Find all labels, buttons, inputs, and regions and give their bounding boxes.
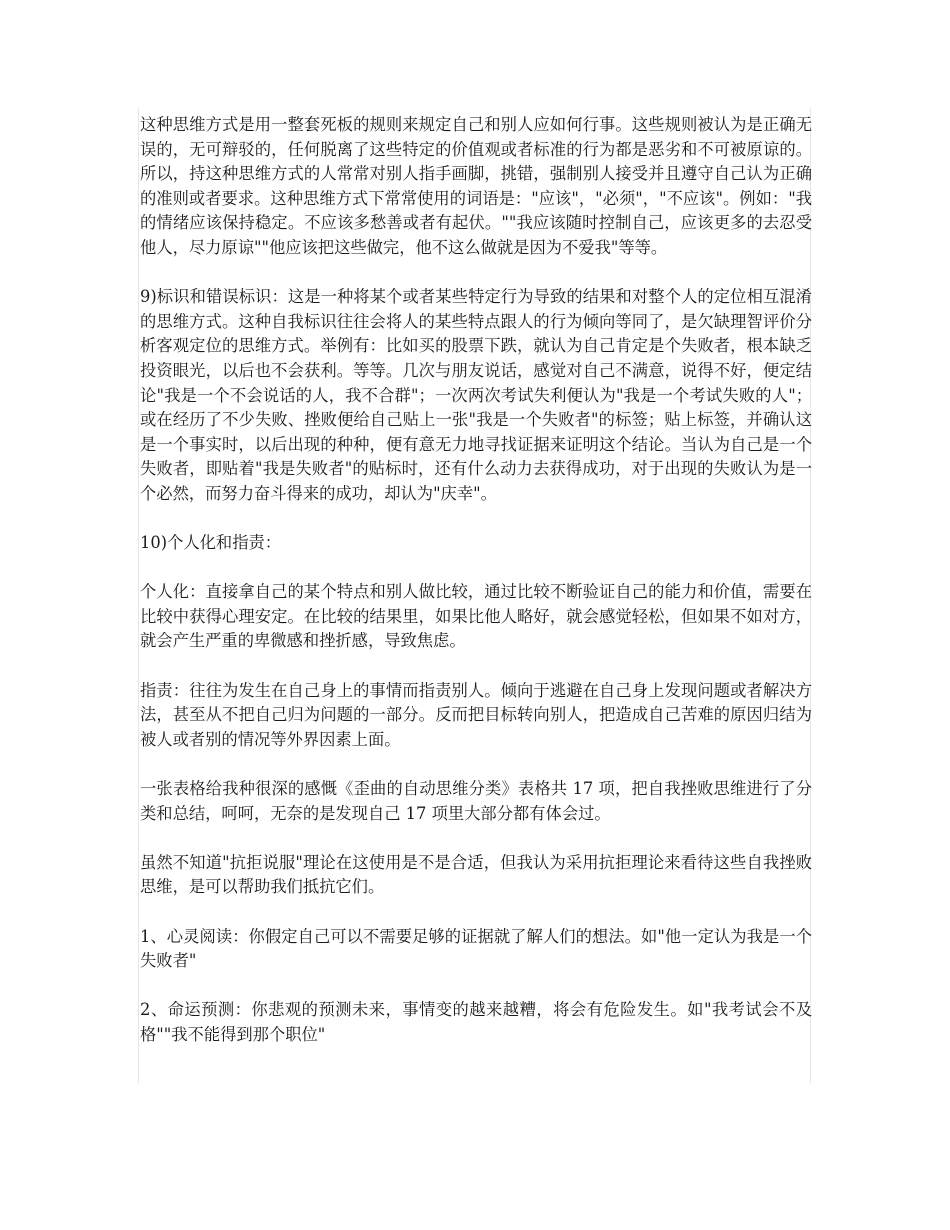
paragraph-mind-reading: 1、心灵阅读：你假定自己可以不需要足够的证据就了解人们的想法。如"他一定认为我是一个失败者" xyxy=(140,926,812,971)
document-body xyxy=(140,113,812,1072)
paragraph-fortune-telling: 2、命运预测：你悲观的预测未来，事情变的越来越糟，将会有危险发生。如"我考试会不及格""我不能得到那个职位" xyxy=(140,1000,812,1044)
paragraph-table-reflection: 一张表格给我种很深的感慨《歪曲的自动思维分类》表格共 17 项，把自我挫败思维进行了分类和总结，呵呵，无奈的是发现自己 17 项里大部分都有体会过。 xyxy=(140,779,812,823)
paragraph-personalization-heading: 10)个人化和指责： xyxy=(140,533,282,553)
paragraph-resistance-theory: 虽然不知道"抗拒说服"理论在这使用是不是合适，但我认为采用抗拒理论来看待这些自我挫败思维，是可以帮助我们抵抗它们。 xyxy=(140,852,812,897)
paragraph-personalization: 个人化：直接拿自己的某个特点和别人做比较，通过比较不断验证自己的能力和价值，需要在比较中获得心理安定。在比较的结果里，如果比他人略好，就会感觉轻松，但如果不如对方，就会产生严重的卑微感和挫折感，导致焦虑。 xyxy=(140,582,812,651)
paragraph-blaming: 指责：往往为发生在自己身上的事情而指责别人。倾向于逃避在自己身上发现问题或者解决方法，甚至从不把自己归为问题的一部分。反而把目标转向别人，把造成自己苦难的原因归结为被人或者别的情况等外界因素上面。 xyxy=(140,680,812,749)
paragraph-labeling: 9)标识和错误标识：这是一种将某个或者某些特定行为导致的结果和对整个人的定位相互混淆的思维方式。这种自我标识往往会将人的某些特点跟人的行为倾向等同了，是欠缺理智评价分析客观定位的思维方式。举例有：比如买的股票下跌，就认为自己肯定是个失败者，根本缺乏投资眼光，以后也不会获利。等等。几次与朋友说话，感觉对自己不满意，说得不好，便定结论"我是一个不会说话的人，我不合群"；一次两次考试失利便认为"我是一个考试失败的人"；或在经历了不少失败、挫败便给自己贴上一张"我是一个失败者"的标签；贴上标签，并确认这是一个事实时，以后出现的种种，便有意无力地寻找证据来证明这个结论。当认为自己是一个失败者，即贴着"我是失败者"的贴标时，还有什么动力去获得成功，对于出现的失败认为是一个必然，而努力奋斗得来的成功，却认为"庆幸"。 xyxy=(140,287,812,503)
paragraph-rigid-rules: 这种思维方式是用一整套死板的规则来规定自己和别人应如何行事。这些规则被认为是正确无误的，无可辩驳的，任何脱离了这些特定的价值观或者标准的行为都是恶劣和不可被原谅的。所以，持这种思维方式的人常常对别人指手画脚，挑错，强制别人接受并且遵守自己认为正确的准则或者要求。这种思维方式下常常使用的词语是："应该"，"必须"，"不应该"。例如："我的情绪应该保持稳定。不应该多愁善或者有起伏。""我应该随时控制自己，应该更多的去忍受他人，尽力原谅""他应该把这些做完，他不这么做就是因为不爱我"等等。 xyxy=(140,115,812,257)
